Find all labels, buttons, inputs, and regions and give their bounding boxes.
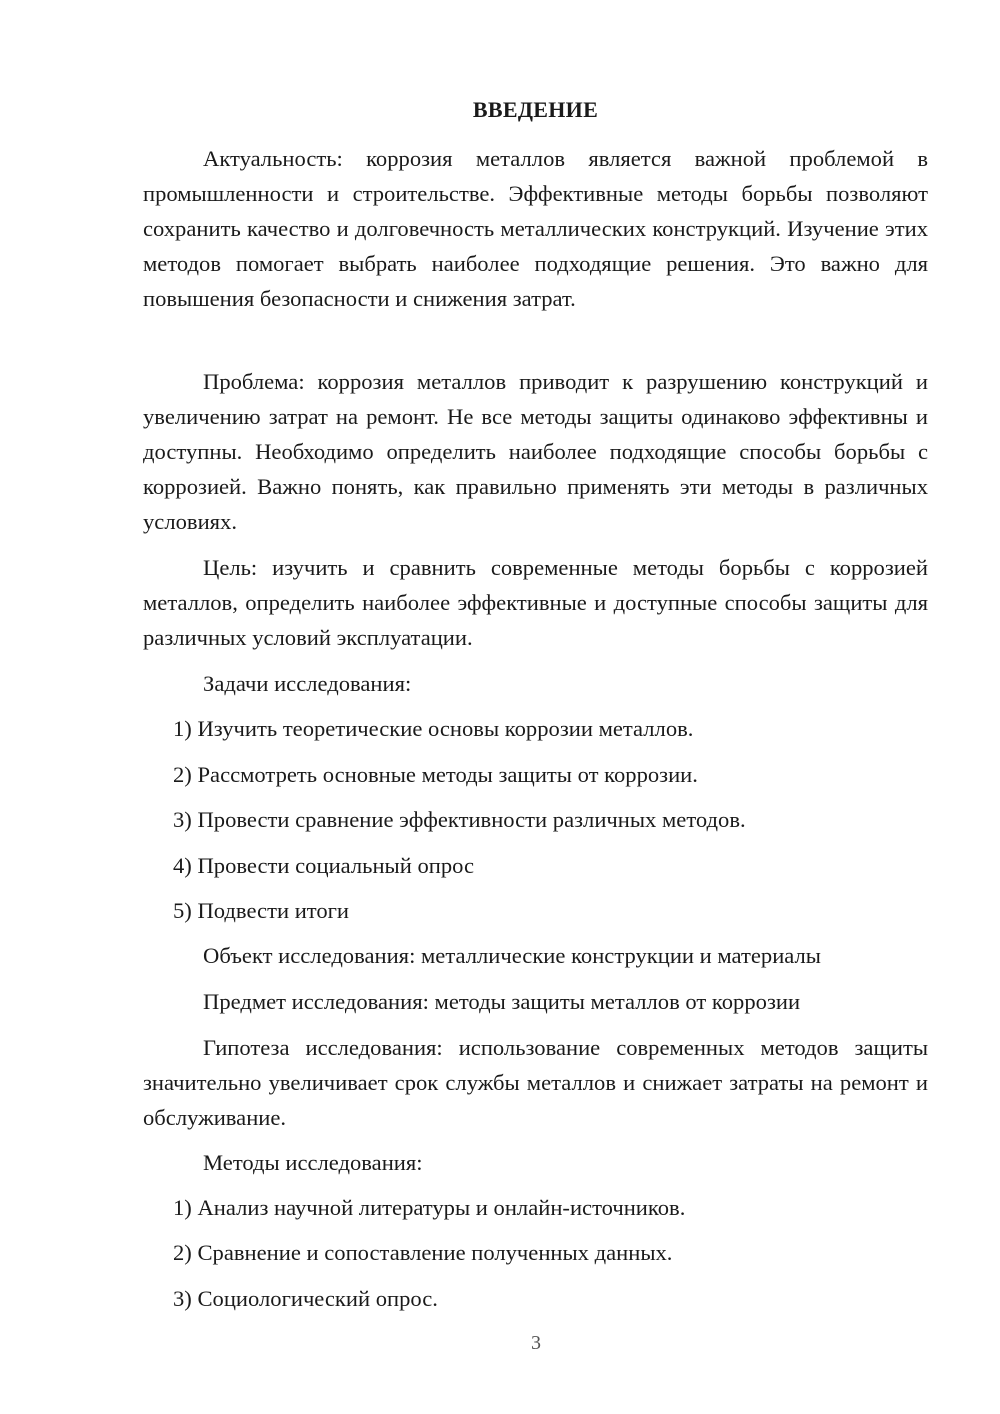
hypothesis-paragraph-block bbox=[143, 1030, 928, 1135]
relevance-paragraph: Актуальность: коррозия металлов является важной проблемой в промышленности и строительстве. Эффективные методы борьбы позволяют сохранить качество и долговечность металлических конструкций. Изучение этих методов помогает выбрать наиболее подходящие решения. Это важно для повышения безопасности и снижения затрат. bbox=[143, 146, 928, 311]
section-title: ВВЕДЕНИЕ bbox=[472, 97, 599, 122]
methods-heading: Методы исследования: bbox=[203, 1150, 423, 1175]
task-item: 1) Изучить теоретические основы коррозии металлов. bbox=[173, 716, 694, 741]
task-item: 3) Провести сравнение эффективности различных методов. bbox=[173, 807, 746, 832]
page-number: 3 bbox=[531, 1332, 541, 1354]
task-item: 2) Рассмотреть основные методы защиты от коррозии. bbox=[173, 762, 698, 787]
method-item: 2) Сравнение и сопоставление полученных данных. bbox=[173, 1240, 673, 1265]
problem-paragraph-block bbox=[143, 364, 928, 539]
method-item: 3) Социологический опрос. bbox=[173, 1286, 438, 1311]
research-object: Объект исследования: металлические конструкции и материалы bbox=[203, 943, 821, 968]
research-subject: Предмет исследования: методы защиты металлов от коррозии bbox=[203, 989, 801, 1014]
goal-paragraph-block bbox=[143, 550, 928, 655]
task-item: 5) Подвести итоги bbox=[173, 898, 350, 923]
tasks-heading: Задачи исследования: bbox=[203, 671, 412, 696]
problem-paragraph: Проблема: коррозия металлов приводит к разрушению конструкций и увеличению затрат на ремонт. Не все методы защиты одинаково эффективны и доступны. Необходимо определить наиболее подходящие способы борьбы с коррозией. Важно понять, как правильно применять эти методы в различных условиях. bbox=[143, 369, 928, 534]
relevance-paragraph-block bbox=[143, 141, 928, 316]
hypothesis-paragraph: Гипотеза исследования: использование современных методов защиты значительно увеличивает срок службы металлов и снижает затраты на ремонт и обслуживание. bbox=[143, 1035, 928, 1130]
method-item: 1) Анализ научной литературы и онлайн-источников. bbox=[173, 1195, 686, 1220]
task-item: 4) Провести социальный опрос bbox=[173, 853, 475, 878]
goal-paragraph: Цель: изучить и сравнить современные методы борьбы с коррозией металлов, определить наиболее эффективные и доступные способы защиты для различных условий эксплуатации. bbox=[143, 555, 928, 650]
